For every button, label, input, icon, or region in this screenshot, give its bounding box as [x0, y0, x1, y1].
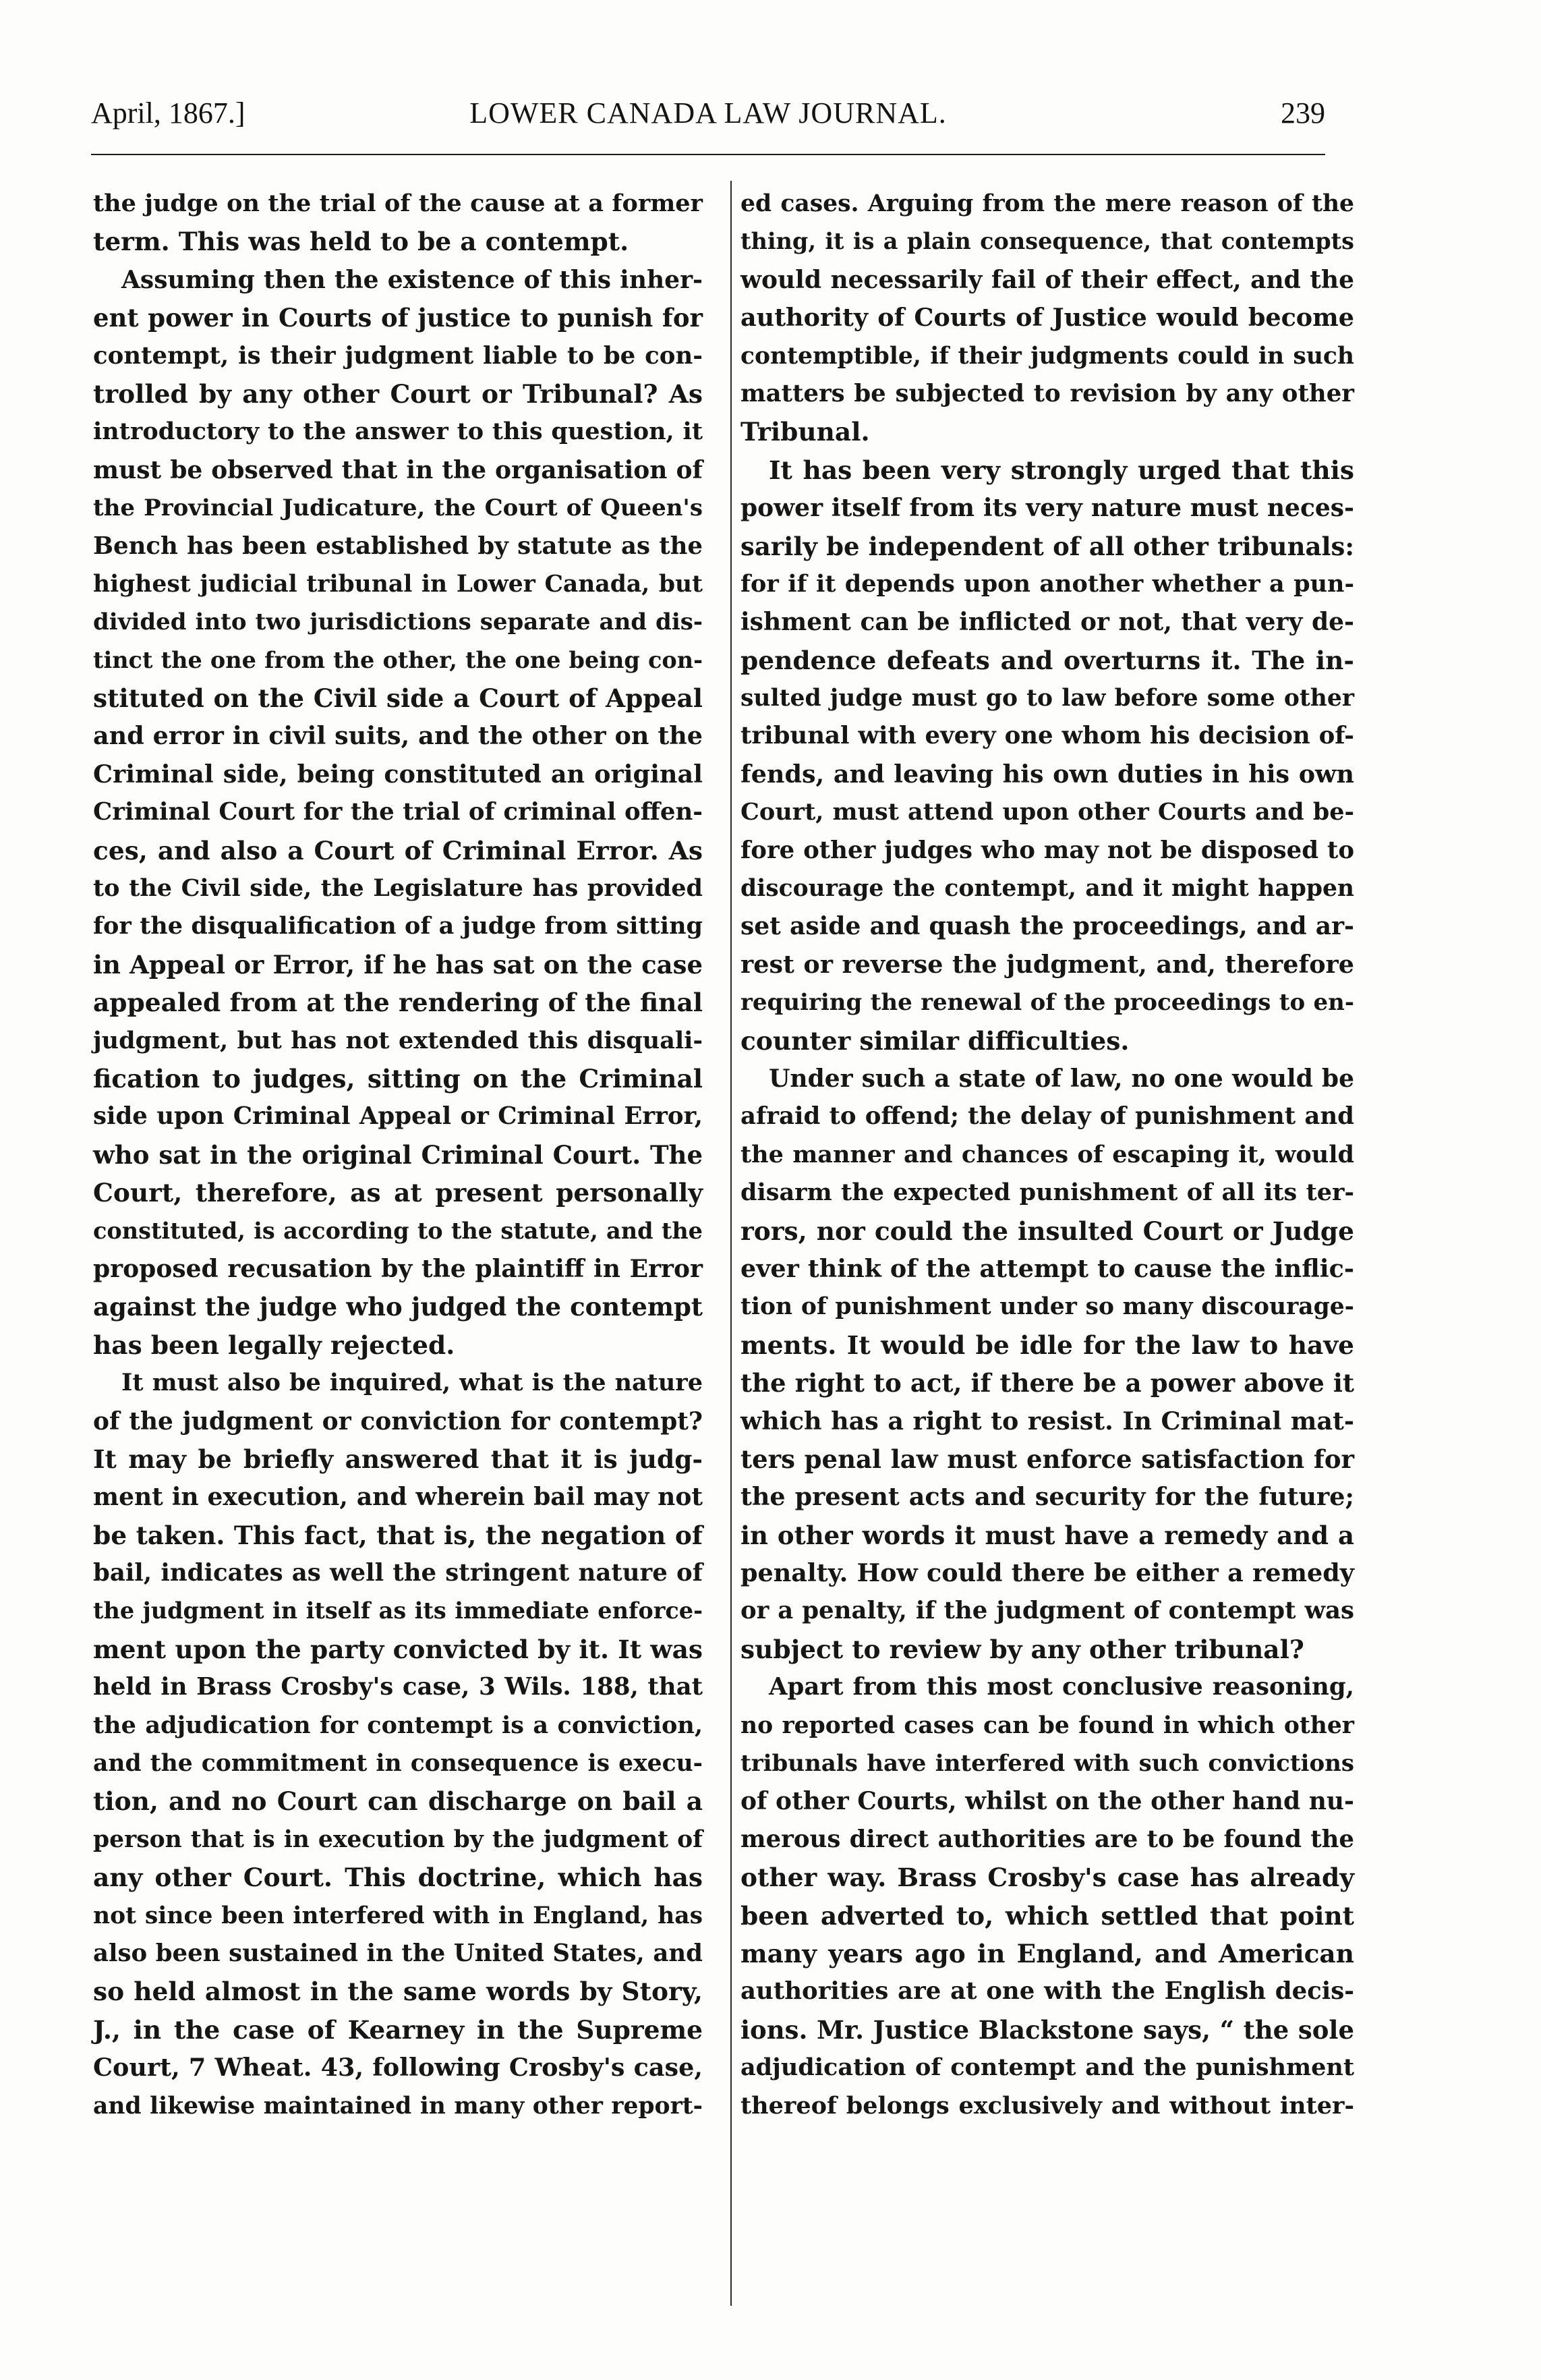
text-line: ed cases. Arguing from the mere reason of the	[740, 190, 1354, 217]
text-line: has been legally rejected.	[93, 1330, 455, 1360]
text-line: the present acts and security for the future;	[740, 1482, 1354, 1512]
text-line: ent power in Courts of justice to punish for	[93, 303, 703, 333]
text-line: Court, 7 Wheat. 43, following Crosby's case,	[93, 2053, 703, 2082]
text-line: in other words it must have a remedy and a	[740, 1520, 1354, 1550]
text-line: requiring the renewal of the proceedings to en-	[740, 989, 1354, 1017]
text-line: against the judge who judged the contempt	[93, 1292, 703, 1322]
text-line: judgment, but has not extended this disquali-	[93, 1026, 703, 1054]
text-line: set aside and quash the proceedings, and ar-	[740, 912, 1354, 941]
text-line: stituted on the Civil side a Court of Appeal	[93, 683, 703, 714]
column-divider	[730, 181, 732, 2306]
text-line: subject to review by any other tribunal?	[740, 1634, 1304, 1664]
text-line: sulted judge must go to law before some other	[740, 685, 1354, 712]
text-line: trolled by any other Court or Tribunal? As	[93, 378, 703, 409]
text-line: to the Civil side, the Legislature has provided	[93, 874, 703, 903]
text-line: appealed from at the rendering of the final	[93, 988, 703, 1018]
text-line: bail, indicates as well the stringent nature of	[93, 1559, 703, 1587]
text-line: for the disqualification of a judge from sitting	[93, 912, 703, 940]
text-line: ment in execution, and wherein bail may not	[93, 1483, 703, 1512]
text-line: must be observed that in the organisation of	[93, 455, 703, 484]
text-line: of other Courts, whilst on the other hand nu-	[740, 1787, 1354, 1816]
text-line: for if it depends upon another whether a pun-	[740, 569, 1354, 598]
text-line: proposed recusation by the plaintiff in Error	[93, 1254, 703, 1283]
text-line: of the judgment or conviction for contempt?	[93, 1407, 703, 1436]
text-line: Tribunal.	[740, 417, 870, 447]
text-line: tion of punishment under so many discourage-	[740, 1293, 1354, 1321]
text-line: ments. It would be idle for the law to have	[740, 1330, 1354, 1360]
text-line: rors, nor could the insulted Court or Judge	[740, 1216, 1354, 1246]
text-line: or a penalty, if the judgment of contempt was	[740, 1597, 1354, 1625]
text-line: term. This was held to be a contempt.	[93, 227, 629, 257]
text-line: sarily be independent of all other tribunals:	[740, 531, 1354, 561]
text-line: thereof belongs exclusively and without inter-	[740, 2091, 1354, 2120]
text-line: afraid to offend; the delay of punishment and	[740, 1102, 1354, 1131]
running-header	[91, 96, 1325, 136]
text-line: ters penal law must enforce satisfaction for	[740, 1444, 1354, 1474]
text-line: highest judicial tribunal in Lower Canada, but	[93, 570, 703, 598]
text-line: many years ago in England, and American	[740, 1938, 1354, 1968]
text-line: be taken. This fact, that is, the negation of	[93, 1520, 703, 1550]
page-number: 239	[1281, 96, 1325, 130]
text-line: and the commitment in consequence is execu-	[93, 1750, 703, 1778]
text-line: the adjudication for contempt is a conviction,	[93, 1711, 703, 1739]
text-line: thing, it is a plain consequence, that contempts	[740, 228, 1354, 255]
text-line: ever think of the attempt to cause the inflic-	[740, 1253, 1354, 1283]
text-line: and likewise maintained in many other report-	[93, 2092, 703, 2120]
text-line: the right to act, if there be a power above it	[740, 1368, 1354, 1398]
text-line: other way. Brass Crosby's case has already	[740, 1863, 1354, 1893]
text-line: Criminal Court for the trial of criminal offen-	[93, 798, 703, 826]
left-column	[93, 185, 703, 2125]
text-line: matters be subjected to revision by any other	[740, 379, 1354, 407]
text-line: J., in the case of Kearney in the Supreme	[93, 2014, 703, 2045]
text-line: the judgment in itself as its immediate enforce-	[93, 1597, 703, 1624]
text-line: disarm the expected punishment of all its ter-	[740, 1179, 1354, 1207]
text-line: not since been interfered with in England, has	[93, 1902, 703, 1929]
text-line: no reported cases can be found in which other	[740, 1711, 1354, 1739]
header-rule	[91, 154, 1325, 155]
text-line: constituted, is according to the statute, and the	[93, 1217, 703, 1244]
text-line: and error in civil suits, and the other on the	[93, 721, 703, 751]
text-line: rest or reverse the judgment, and, therefore	[740, 949, 1354, 979]
text-line: Apart from this most conclusive reasoning,	[769, 1673, 1354, 1701]
text-line: ment upon the party convicted by it. It was	[93, 1634, 703, 1664]
text-line: ions. Mr. Justice Blackstone says, “ the sole	[740, 2014, 1354, 2045]
text-line: the manner and chances of escaping it, would	[740, 1140, 1354, 1168]
text-line: the Provincial Judicature, the Court of Queen's	[93, 494, 703, 522]
text-line: contempt, is their judgment liable to be con-	[93, 341, 703, 370]
text-line: divided into two jurisdictions separate and dis-	[93, 608, 703, 636]
text-line: Court, must attend upon other Courts and be-	[740, 798, 1354, 826]
text-line: in Appeal or Error, if he has sat on the case	[93, 949, 703, 980]
text-line: It has been very strongly urged that this	[769, 455, 1354, 485]
text-line: who sat in the original Criminal Court. The	[93, 1139, 703, 1170]
text-line: power itself from its very nature must neces-	[740, 494, 1354, 523]
text-line: It must also be inquired, what is the nature	[121, 1369, 703, 1397]
text-line: fore other judges who may not be disposed to	[740, 836, 1354, 864]
text-line: any other Court. This doctrine, which has	[93, 1863, 703, 1893]
text-line: tinct the one from the other, the one being con-	[93, 646, 703, 673]
text-line: person that is in execution by the judgment of	[93, 1825, 703, 1853]
text-line: been adverted to, which settled that point	[740, 1900, 1354, 1931]
issue-date: April, 1867.]	[91, 96, 245, 130]
right-column	[740, 185, 1354, 2125]
text-line: merous direct authorities are to be found the	[740, 1825, 1354, 1853]
text-line: adjudication of contempt and the punishment	[740, 2053, 1354, 2082]
text-line: tribunals have interfered with such convictions	[740, 1750, 1354, 1778]
text-line: would necessarily fail of their effect, and the	[740, 265, 1354, 294]
text-line: penalty. How could there be either a remedy	[740, 1558, 1354, 1588]
text-line: Bench has been established by statute as the	[93, 532, 703, 560]
text-line: also been sustained in the United States, and	[93, 1939, 703, 1967]
text-line: side upon Criminal Appeal or Criminal Error,	[93, 1102, 703, 1131]
text-line: ces, and also a Court of Criminal Error. As	[93, 835, 703, 866]
text-line: counter similar difficulties.	[740, 1025, 1130, 1056]
text-line: so held almost in the same words by Story,	[93, 1977, 703, 2007]
text-line: Criminal side, being constituted an original	[93, 759, 703, 789]
text-line: fication to judges, sitting on the Criminal	[93, 1063, 703, 1094]
journal-title: LOWER CANADA LAW JOURNAL.	[469, 96, 947, 130]
text-line: It may be briefly answered that it is judg-	[93, 1444, 703, 1474]
text-line: introductory to the answer to this question, it	[93, 418, 703, 446]
text-line: Assuming then the existence of this inher-	[121, 265, 703, 294]
text-line: held in Brass Crosby's case, 3 Wils. 188, that	[93, 1673, 703, 1701]
text-line: ishment can be inflicted or not, that very de-	[740, 608, 1354, 637]
text-line: pendence defeats and overturns it. The in-	[740, 645, 1354, 675]
text-line: which has a right to resist. In Criminal mat-	[740, 1406, 1354, 1436]
text-line: the judge on the trial of the cause at a former	[93, 190, 703, 217]
text-line: authorities are at one with the English decis-	[740, 1977, 1354, 2006]
text-line: discourage the contempt, and it might happen	[740, 875, 1354, 903]
text-line: Court, therefore, as at present personally	[93, 1178, 703, 1208]
text-line: tribunal with every one whom his decision of-	[740, 722, 1354, 750]
text-line: authority of Courts of Justice would become	[740, 303, 1354, 333]
text-line: tion, and no Court can discharge on bail a	[93, 1786, 703, 1817]
text-line: Under such a state of law, no one would be	[769, 1064, 1354, 1093]
text-line: fends, and leaving his own duties in his own	[740, 759, 1354, 789]
text-line: contemptible, if their judgments could in such	[740, 342, 1354, 370]
